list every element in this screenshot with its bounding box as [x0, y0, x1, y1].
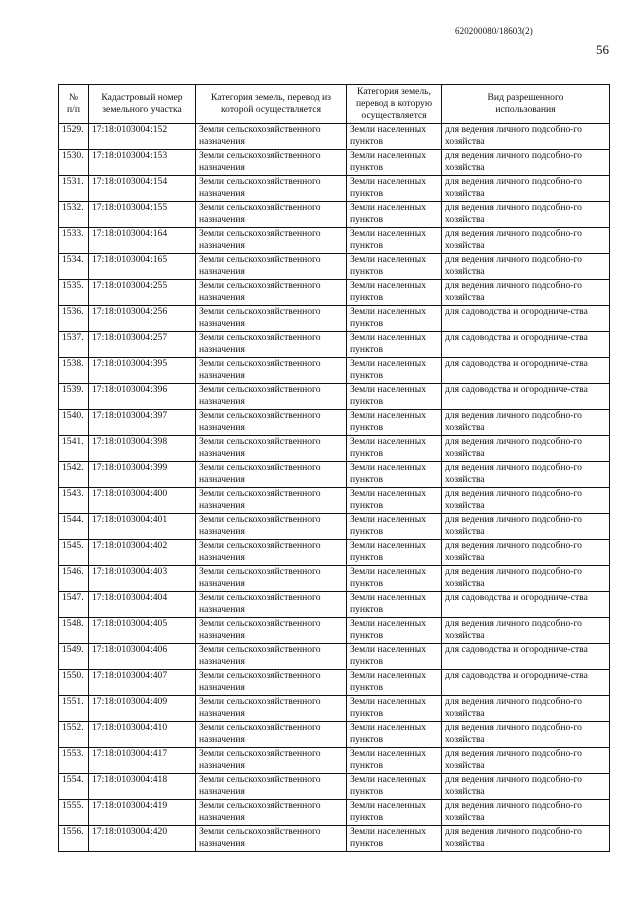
category-to: Земли населенных пунктов	[347, 722, 442, 748]
category-from: Земли сельскохозяйственного назначения	[196, 358, 347, 384]
column-header-number: № п/п	[59, 85, 89, 124]
category-to: Земли населенных пунктов	[347, 462, 442, 488]
category-to: Земли населенных пунктов	[347, 566, 442, 592]
category-to: Земли населенных пунктов	[347, 202, 442, 228]
category-from: Земли сельскохозяйственного назначения	[196, 462, 347, 488]
category-to: Земли населенных пунктов	[347, 670, 442, 696]
category-to: Земли населенных пунктов	[347, 280, 442, 306]
table-row	[59, 150, 610, 176]
table-row	[59, 462, 610, 488]
table-row	[59, 566, 610, 592]
table-row	[59, 592, 610, 618]
table-row	[59, 488, 610, 514]
row-number: 1546.	[59, 566, 89, 592]
category-from: Земли сельскохозяйственного назначения	[196, 540, 347, 566]
cadastral-number: 17:18:0103004:165	[89, 254, 196, 280]
category-to: Земли населенных пунктов	[347, 540, 442, 566]
row-number: 1549.	[59, 644, 89, 670]
row-number: 1553.	[59, 748, 89, 774]
row-number: 1554.	[59, 774, 89, 800]
table-row	[59, 410, 610, 436]
table-row	[59, 202, 610, 228]
permitted-use: для ведения личного подсобно-го хозяйства	[442, 176, 610, 202]
table-row	[59, 436, 610, 462]
row-number: 1544.	[59, 514, 89, 540]
permitted-use: для садоводства и огородниче-ства	[442, 644, 610, 670]
category-from: Земли сельскохозяйственного назначения	[196, 774, 347, 800]
category-to: Земли населенных пунктов	[347, 358, 442, 384]
row-number: 1537.	[59, 332, 89, 358]
category-from: Земли сельскохозяйственного назначения	[196, 124, 347, 150]
cadastral-number: 17:18:0103004:257	[89, 332, 196, 358]
category-to: Земли населенных пунктов	[347, 332, 442, 358]
cadastral-number: 17:18:0103004:152	[89, 124, 196, 150]
category-from: Земли сельскохозяйственного назначения	[196, 670, 347, 696]
row-number: 1555.	[59, 800, 89, 826]
permitted-use: для ведения личного подсобно-го хозяйства	[442, 774, 610, 800]
category-to: Земли населенных пунктов	[347, 254, 442, 280]
row-number: 1543.	[59, 488, 89, 514]
table-row	[59, 254, 610, 280]
row-number: 1535.	[59, 280, 89, 306]
table-row	[59, 540, 610, 566]
category-to: Земли населенных пунктов	[347, 384, 442, 410]
category-from: Земли сельскохозяйственного назначения	[196, 748, 347, 774]
cadastral-number: 17:18:0103004:409	[89, 696, 196, 722]
permitted-use: для ведения личного подсобно-го хозяйства	[442, 228, 610, 254]
column-header-category-from: Категория земель, перевод из которой осуществляется	[196, 85, 347, 124]
permitted-use: для ведения личного подсобно-го хозяйства	[442, 462, 610, 488]
cadastral-number: 17:18:0103004:398	[89, 436, 196, 462]
category-from: Земли сельскохозяйственного назначения	[196, 618, 347, 644]
permitted-use: для ведения личного подсобно-го хозяйства	[442, 202, 610, 228]
category-to: Земли населенных пунктов	[347, 436, 442, 462]
column-header-category-to: Категория земель, перевод в которую осуществляется	[347, 85, 442, 124]
row-number: 1540.	[59, 410, 89, 436]
column-header-cadastral-number: Кадастровый номер земельного участка	[89, 85, 196, 124]
cadastral-number: 17:18:0103004:420	[89, 826, 196, 852]
cadastral-number: 17:18:0103004:395	[89, 358, 196, 384]
row-number: 1538.	[59, 358, 89, 384]
cadastral-number: 17:18:0103004:154	[89, 176, 196, 202]
permitted-use: для садоводства и огородниче-ства	[442, 332, 610, 358]
cadastral-number: 17:18:0103004:396	[89, 384, 196, 410]
permitted-use: для садоводства и огородниче-ства	[442, 358, 610, 384]
cadastral-number: 17:18:0103004:256	[89, 306, 196, 332]
category-to: Земли населенных пунктов	[347, 748, 442, 774]
category-from: Земли сельскохозяйственного назначения	[196, 488, 347, 514]
category-to: Земли населенных пунктов	[347, 514, 442, 540]
cadastral-number: 17:18:0103004:407	[89, 670, 196, 696]
category-from: Земли сельскохозяйственного назначения	[196, 644, 347, 670]
category-to: Земли населенных пунктов	[347, 488, 442, 514]
permitted-use: для ведения личного подсобно-го хозяйства	[442, 800, 610, 826]
permitted-use: для садоводства и огородниче-ства	[442, 384, 610, 410]
page-number: 56	[596, 42, 609, 57]
cadastral-number: 17:18:0103004:402	[89, 540, 196, 566]
category-to: Земли населенных пунктов	[347, 800, 442, 826]
permitted-use: для ведения личного подсобно-го хозяйства	[442, 410, 610, 436]
category-to: Земли населенных пунктов	[347, 306, 442, 332]
permitted-use: для ведения личного подсобно-го хозяйства	[442, 540, 610, 566]
permitted-use: для ведения личного подсобно-го хозяйства	[442, 722, 610, 748]
row-number: 1548.	[59, 618, 89, 644]
category-from: Земли сельскохозяйственного назначения	[196, 410, 347, 436]
table-row	[59, 306, 610, 332]
row-number: 1534.	[59, 254, 89, 280]
table-row	[59, 618, 610, 644]
permitted-use: для ведения личного подсобно-го хозяйства	[442, 280, 610, 306]
cadastral-number: 17:18:0103004:417	[89, 748, 196, 774]
table-row	[59, 748, 610, 774]
cadastral-number: 17:18:0103004:255	[89, 280, 196, 306]
cadastral-number: 17:18:0103004:153	[89, 150, 196, 176]
cadastral-number: 17:18:0103004:400	[89, 488, 196, 514]
permitted-use: для ведения личного подсобно-го хозяйства	[442, 254, 610, 280]
category-from: Земли сельскохозяйственного назначения	[196, 592, 347, 618]
category-from: Земли сельскохозяйственного назначения	[196, 384, 347, 410]
table-row	[59, 384, 610, 410]
category-from: Земли сельскохозяйственного назначения	[196, 254, 347, 280]
cadastral-number: 17:18:0103004:164	[89, 228, 196, 254]
permitted-use: для ведения личного подсобно-го хозяйства	[442, 826, 610, 852]
table-row	[59, 124, 610, 150]
row-number: 1550.	[59, 670, 89, 696]
table-row	[59, 774, 610, 800]
category-from: Земли сельскохозяйственного назначения	[196, 826, 347, 852]
permitted-use: для садоводства и огородниче-ства	[442, 592, 610, 618]
category-to: Земли населенных пунктов	[347, 150, 442, 176]
table-row	[59, 514, 610, 540]
cadastral-number: 17:18:0103004:401	[89, 514, 196, 540]
category-to: Земли населенных пунктов	[347, 176, 442, 202]
table-row	[59, 696, 610, 722]
cadastral-number: 17:18:0103004:403	[89, 566, 196, 592]
category-to: Земли населенных пунктов	[347, 618, 442, 644]
row-number: 1552.	[59, 722, 89, 748]
permitted-use: для ведения личного подсобно-го хозяйства	[442, 514, 610, 540]
cadastral-number: 17:18:0103004:399	[89, 462, 196, 488]
table-row	[59, 228, 610, 254]
cadastral-number: 17:18:0103004:405	[89, 618, 196, 644]
category-from: Земли сельскохозяйственного назначения	[196, 280, 347, 306]
permitted-use: для ведения личного подсобно-го хозяйства	[442, 618, 610, 644]
category-from: Земли сельскохозяйственного назначения	[196, 514, 347, 540]
land-registry-table	[58, 84, 610, 852]
cadastral-number: 17:18:0103004:418	[89, 774, 196, 800]
category-to: Земли населенных пунктов	[347, 592, 442, 618]
category-from: Земли сельскохозяйственного назначения	[196, 696, 347, 722]
row-number: 1539.	[59, 384, 89, 410]
row-number: 1556.	[59, 826, 89, 852]
permitted-use: для ведения личного подсобно-го хозяйства	[442, 436, 610, 462]
category-to: Земли населенных пунктов	[347, 228, 442, 254]
category-from: Земли сельскохозяйственного назначения	[196, 436, 347, 462]
category-from: Земли сельскохозяйственного назначения	[196, 202, 347, 228]
table-header-row	[59, 85, 610, 124]
permitted-use: для ведения личного подсобно-го хозяйства	[442, 748, 610, 774]
permitted-use: для садоводства и огородниче-ства	[442, 306, 610, 332]
category-to: Земли населенных пунктов	[347, 774, 442, 800]
category-to: Земли населенных пунктов	[347, 124, 442, 150]
table-row	[59, 670, 610, 696]
category-from: Земли сельскохозяйственного назначения	[196, 722, 347, 748]
cadastral-number: 17:18:0103004:404	[89, 592, 196, 618]
cadastral-number: 17:18:0103004:410	[89, 722, 196, 748]
row-number: 1530.	[59, 150, 89, 176]
cadastral-number: 17:18:0103004:419	[89, 800, 196, 826]
row-number: 1541.	[59, 436, 89, 462]
permitted-use: для ведения личного подсобно-го хозяйства	[442, 696, 610, 722]
table-row	[59, 800, 610, 826]
row-number: 1536.	[59, 306, 89, 332]
permitted-use: для садоводства и огородниче-ства	[442, 670, 610, 696]
category-from: Земли сельскохозяйственного назначения	[196, 150, 347, 176]
cadastral-number: 17:18:0103004:155	[89, 202, 196, 228]
row-number: 1545.	[59, 540, 89, 566]
table-row	[59, 280, 610, 306]
cadastral-number: 17:18:0103004:406	[89, 644, 196, 670]
table-body	[59, 124, 610, 852]
category-to: Земли населенных пунктов	[347, 410, 442, 436]
table-row	[59, 826, 610, 852]
permitted-use: для ведения личного подсобно-го хозяйства	[442, 566, 610, 592]
permitted-use: для ведения личного подсобно-го хозяйства	[442, 124, 610, 150]
row-number: 1542.	[59, 462, 89, 488]
permitted-use: для ведения личного подсобно-го хозяйства	[442, 488, 610, 514]
category-from: Земли сельскохозяйственного назначения	[196, 176, 347, 202]
category-from: Земли сельскохозяйственного назначения	[196, 332, 347, 358]
table-row	[59, 176, 610, 202]
column-header-permitted-use: Вид разрешенного использования	[442, 85, 610, 124]
table-row	[59, 722, 610, 748]
table-row	[59, 332, 610, 358]
table-row	[59, 358, 610, 384]
row-number: 1533.	[59, 228, 89, 254]
row-number: 1547.	[59, 592, 89, 618]
category-to: Земли населенных пунктов	[347, 826, 442, 852]
category-from: Земли сельскохозяйственного назначения	[196, 800, 347, 826]
row-number: 1529.	[59, 124, 89, 150]
table-row	[59, 644, 610, 670]
category-from: Земли сельскохозяйственного назначения	[196, 228, 347, 254]
permitted-use: для ведения личного подсобно-го хозяйства	[442, 150, 610, 176]
row-number: 1531.	[59, 176, 89, 202]
row-number: 1551.	[59, 696, 89, 722]
category-from: Земли сельскохозяйственного назначения	[196, 566, 347, 592]
row-number: 1532.	[59, 202, 89, 228]
category-to: Земли населенных пунктов	[347, 644, 442, 670]
category-to: Земли населенных пунктов	[347, 696, 442, 722]
cadastral-number: 17:18:0103004:397	[89, 410, 196, 436]
document-code: 620200080/18603(2)	[455, 26, 533, 36]
category-from: Земли сельскохозяйственного назначения	[196, 306, 347, 332]
